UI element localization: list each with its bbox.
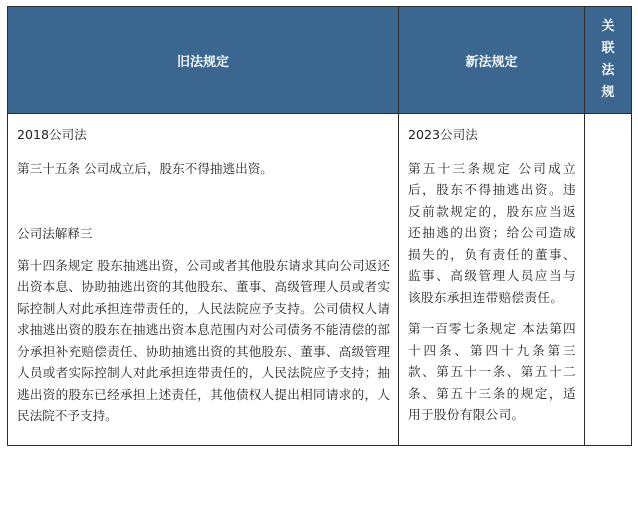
old-law-cell xyxy=(8,114,399,446)
old-law-source-title: 2018公司法 xyxy=(17,127,87,142)
table-row xyxy=(8,114,632,446)
old-law-interpretation-title: 公司法解释三 xyxy=(17,226,93,241)
new-law-header: 新法规定 xyxy=(399,7,585,114)
new-law-article-107: 第一百零七条规定 本法第四十四条、第四十九条第三款、第五十一条、第五十二条、第五十三条的规定，适用于股份有限公司。 xyxy=(408,321,576,422)
new-law-source-title: 2023公司法 xyxy=(408,127,478,142)
old-law-article-14: 第十四条规定 股东抽逃出资，公司或者其他股东请求其向公司返还出资本息、协助抽逃出资的其他股东、董事、高级管理人员或者实际控制人对此承担连带责任的，人民法院应予支持。公司债权人请求抽逃出资的股东在抽逃出资本息范围内对公司债务不能清偿的部分承担补充赔偿责任、协助抽逃出资的其他股东、董事、高级管理人员或者实际控制人对此承担连带责任的，人民法院应予支持；抽逃出资的股东已经承担上述责任，其他债权人提出相同请求的，人民法院不予支持。 xyxy=(17,257,390,423)
new-law-cell xyxy=(399,114,585,446)
new-law-article-53: 第五十三条规定 公司成立后，股东不得抽逃出资。违反前款规定的，股东应当返还抽逃的出资；给公司造成损失的，负有责任的董事、监事、高级管理人员应当与该股东承担连带赔偿责任。 xyxy=(408,160,576,305)
old-law-article-35: 第三十五条 公司成立后，股东不得抽逃出资。 xyxy=(17,160,273,176)
table-header-row xyxy=(8,7,632,114)
related-law-header xyxy=(585,7,632,114)
related-law-header-text: 关 联 法 规 xyxy=(601,19,615,100)
law-comparison-table xyxy=(7,6,632,446)
related-law-cell xyxy=(585,114,632,446)
old-law-header: 旧法规定 xyxy=(8,7,399,114)
